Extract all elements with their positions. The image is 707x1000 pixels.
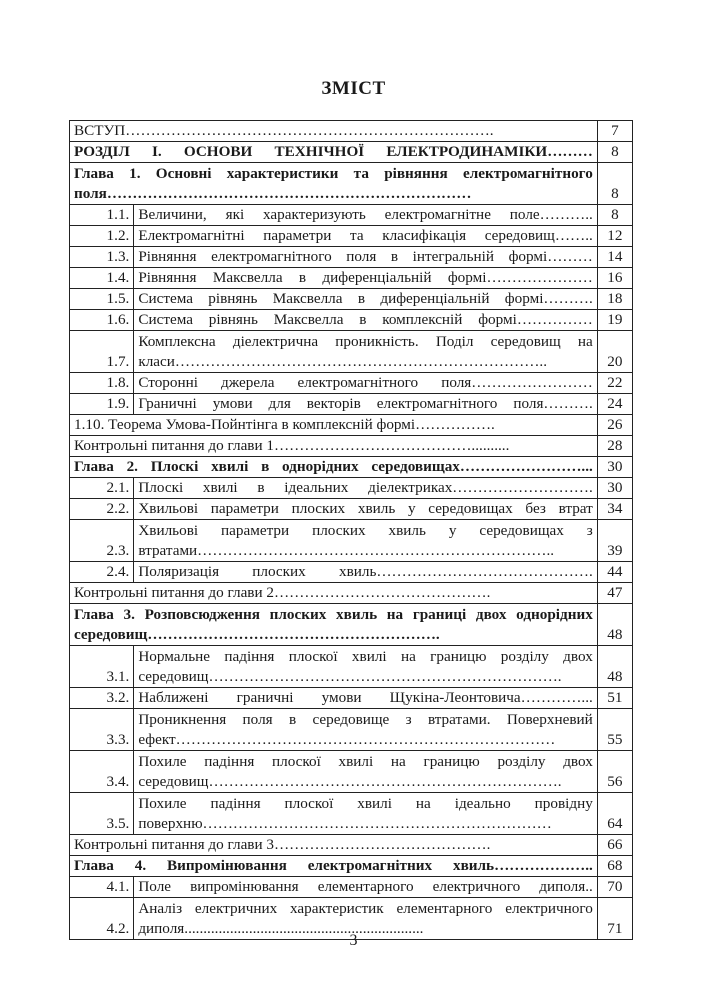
toc-row: [70, 394, 633, 415]
page-ref: 70: [597, 877, 632, 898]
toc-row: [70, 478, 633, 499]
section-number: 1.1.: [70, 205, 134, 226]
table-of-contents: [69, 120, 633, 940]
chapter-title: РОЗДІЛ І. ОСНОВИ ТЕХНІЧНОЇ ЕЛЕКТРОДИНАМІКИ………: [70, 142, 598, 163]
toc-row: [70, 856, 633, 877]
page-ref: 12: [597, 226, 632, 247]
section-title: Рівняння Максвелла в диференціальній формі…………………: [134, 268, 597, 289]
section-number: 4.2.: [70, 898, 134, 940]
page-ref: 55: [597, 709, 632, 751]
section-number: 3.5.: [70, 793, 134, 835]
toc-row: [70, 268, 633, 289]
page-ref: 64: [597, 793, 632, 835]
page-ref: 7: [597, 121, 632, 142]
toc-row: [70, 205, 633, 226]
toc-row: [70, 793, 633, 835]
section-title-text: Теорема Умова-Пойнтінга в комплексній формі…………….: [108, 416, 495, 433]
section-title: Похиле падіння плоскої хвилі на ідеально провідну поверхню……………………………………………………………: [134, 793, 597, 835]
section-number: 1.7.: [70, 331, 134, 373]
page-ref: 51: [597, 688, 632, 709]
section-title: Сторонні джерела електромагнітного поля……………………: [134, 373, 597, 394]
toc-row: [70, 331, 633, 373]
section-title: Хвильові параметри плоских хвиль у середовищах без втрат: [134, 499, 597, 520]
section-number: 1.3.: [70, 247, 134, 268]
review-questions-title: Контрольні питання до глави 3…………………………………….: [70, 835, 598, 856]
toc-row: [70, 226, 633, 247]
toc-row: [70, 457, 633, 478]
section-number: 1.4.: [70, 268, 134, 289]
section-number: 2.3.: [70, 520, 134, 562]
page-ref: 48: [597, 646, 632, 688]
page-ref: 20: [597, 331, 632, 373]
toc-row: [70, 646, 633, 688]
page-ref: 47: [597, 583, 632, 604]
section-number: 1.9.: [70, 394, 134, 415]
toc-row: [70, 877, 633, 898]
section-title: Комплексна діелектрична проникність. Поділ середовищ на класи………………………………………………………………..: [134, 331, 597, 373]
review-questions-title: Контрольні питання до глави 2…………………………………….: [70, 583, 598, 604]
section-number: 3.1.: [70, 646, 134, 688]
page-ref: 39: [597, 520, 632, 562]
toc-row: [70, 688, 633, 709]
toc-row: [70, 247, 633, 268]
chapter-title: Глава 4. Випромінювання електромагнітних хвиль………………..: [70, 856, 598, 877]
section-number: 3.3.: [70, 709, 134, 751]
page-ref: 16: [597, 268, 632, 289]
page-number: 3: [349, 932, 358, 949]
section-title: Граничні умови для векторів електромагнітного поля……….: [134, 394, 597, 415]
page-ref: 68: [597, 856, 632, 877]
page-ref: 30: [597, 457, 632, 478]
review-questions-title: Контрольні питання до глави 1…………………………………..........: [70, 436, 598, 457]
section-number: 2.4.: [70, 562, 134, 583]
toc-row: [70, 499, 633, 520]
page-ref: 48: [597, 604, 632, 646]
page-ref: 44: [597, 562, 632, 583]
toc-row: [70, 163, 633, 205]
section-title: Хвильові параметри плоских хвиль у середовищах з втратами……………………………………………………………..: [134, 520, 597, 562]
section-number: 1.8.: [70, 373, 134, 394]
toc-row: [70, 373, 633, 394]
toc-row: [70, 289, 633, 310]
page-ref: 30: [597, 478, 632, 499]
toc-row: [70, 436, 633, 457]
page-ref: 66: [597, 835, 632, 856]
page-ref: 8: [597, 205, 632, 226]
section-number: 1.6.: [70, 310, 134, 331]
section-title: Плоскі хвилі в ідеальних діелектриках……………………….: [134, 478, 597, 499]
section-title: Нормальне падіння плоскої хвилі на границю розділу двох середовищ…………………………………………………………….: [134, 646, 597, 688]
section-title: Величини, які характеризують електромагнітне поле………..: [134, 205, 597, 226]
page-ref: 22: [597, 373, 632, 394]
section-title: Аналіз електричних характеристик елементарного електричного диполя...............................................................: [134, 898, 597, 940]
toc-row: [70, 310, 633, 331]
page-ref: 14: [597, 247, 632, 268]
section-title: [70, 415, 598, 436]
page-ref: 26: [597, 415, 632, 436]
section-title: Рівняння електромагнітного поля в інтегральній формі………: [134, 247, 597, 268]
toc-row: [70, 604, 633, 646]
toc-row: [70, 835, 633, 856]
section-title: Поле випромінювання елементарного електричного диполя..: [134, 877, 597, 898]
page-ref: 28: [597, 436, 632, 457]
section-title: Електромагнітні параметри та класифікація середовищ……..: [134, 226, 597, 247]
toc-row: [70, 415, 633, 436]
section-title: Система рівнянь Максвелла в комплексній формі……………: [134, 310, 597, 331]
toc-row: [70, 142, 633, 163]
section-number: 3.4.: [70, 751, 134, 793]
section-number: 2.1.: [70, 478, 134, 499]
page-ref: 56: [597, 751, 632, 793]
section-number: 1.2.: [70, 226, 134, 247]
page-ref: 19: [597, 310, 632, 331]
section-title: Система рівнянь Максвелла в диференціальній формі……….: [134, 289, 597, 310]
page-ref: 34: [597, 499, 632, 520]
toc-row: [70, 562, 633, 583]
page-ref: 71: [597, 898, 632, 940]
toc-row: [70, 751, 633, 793]
section-number: 1.10.: [74, 416, 105, 433]
section-number: 1.5.: [70, 289, 134, 310]
toc-row: [70, 121, 633, 142]
toc-row: [70, 520, 633, 562]
chapter-title: Глава 2. Плоскі хвилі в однорідних середовищах……………………...: [70, 457, 598, 478]
section-title: Похиле падіння плоскої хвилі на границю розділу двох середовищ…………………………………………………………….: [134, 751, 597, 793]
chapter-title: Глава 1. Основні характеристики та рівняння електромагнітного поля………………………………………………………………: [70, 163, 598, 205]
toc-row: [70, 583, 633, 604]
page-title: ЗМІСТ: [321, 78, 386, 99]
page-ref: 18: [597, 289, 632, 310]
section-number: 4.1.: [70, 877, 134, 898]
page-ref: 24: [597, 394, 632, 415]
toc-row: [70, 709, 633, 751]
page-ref: 8: [597, 142, 632, 163]
section-number: 2.2.: [70, 499, 134, 520]
section-title: Проникнення поля в середовище з втратами. Поверхневий ефект…………………………………………………………………: [134, 709, 597, 751]
page-ref: 8: [597, 163, 632, 205]
section-title: Поляризація плоских хвиль…………………………………….: [134, 562, 597, 583]
intro-title: ВСТУП……………………………………………………………….: [70, 121, 598, 142]
section-title: Наближені граничні умови Щукіна-Леонтовича…………...: [134, 688, 597, 709]
section-number: 3.2.: [70, 688, 134, 709]
chapter-title: Глава 3. Розповсюдження плоских хвиль на границі двох однорідних середовищ………………………………………………….: [70, 604, 598, 646]
